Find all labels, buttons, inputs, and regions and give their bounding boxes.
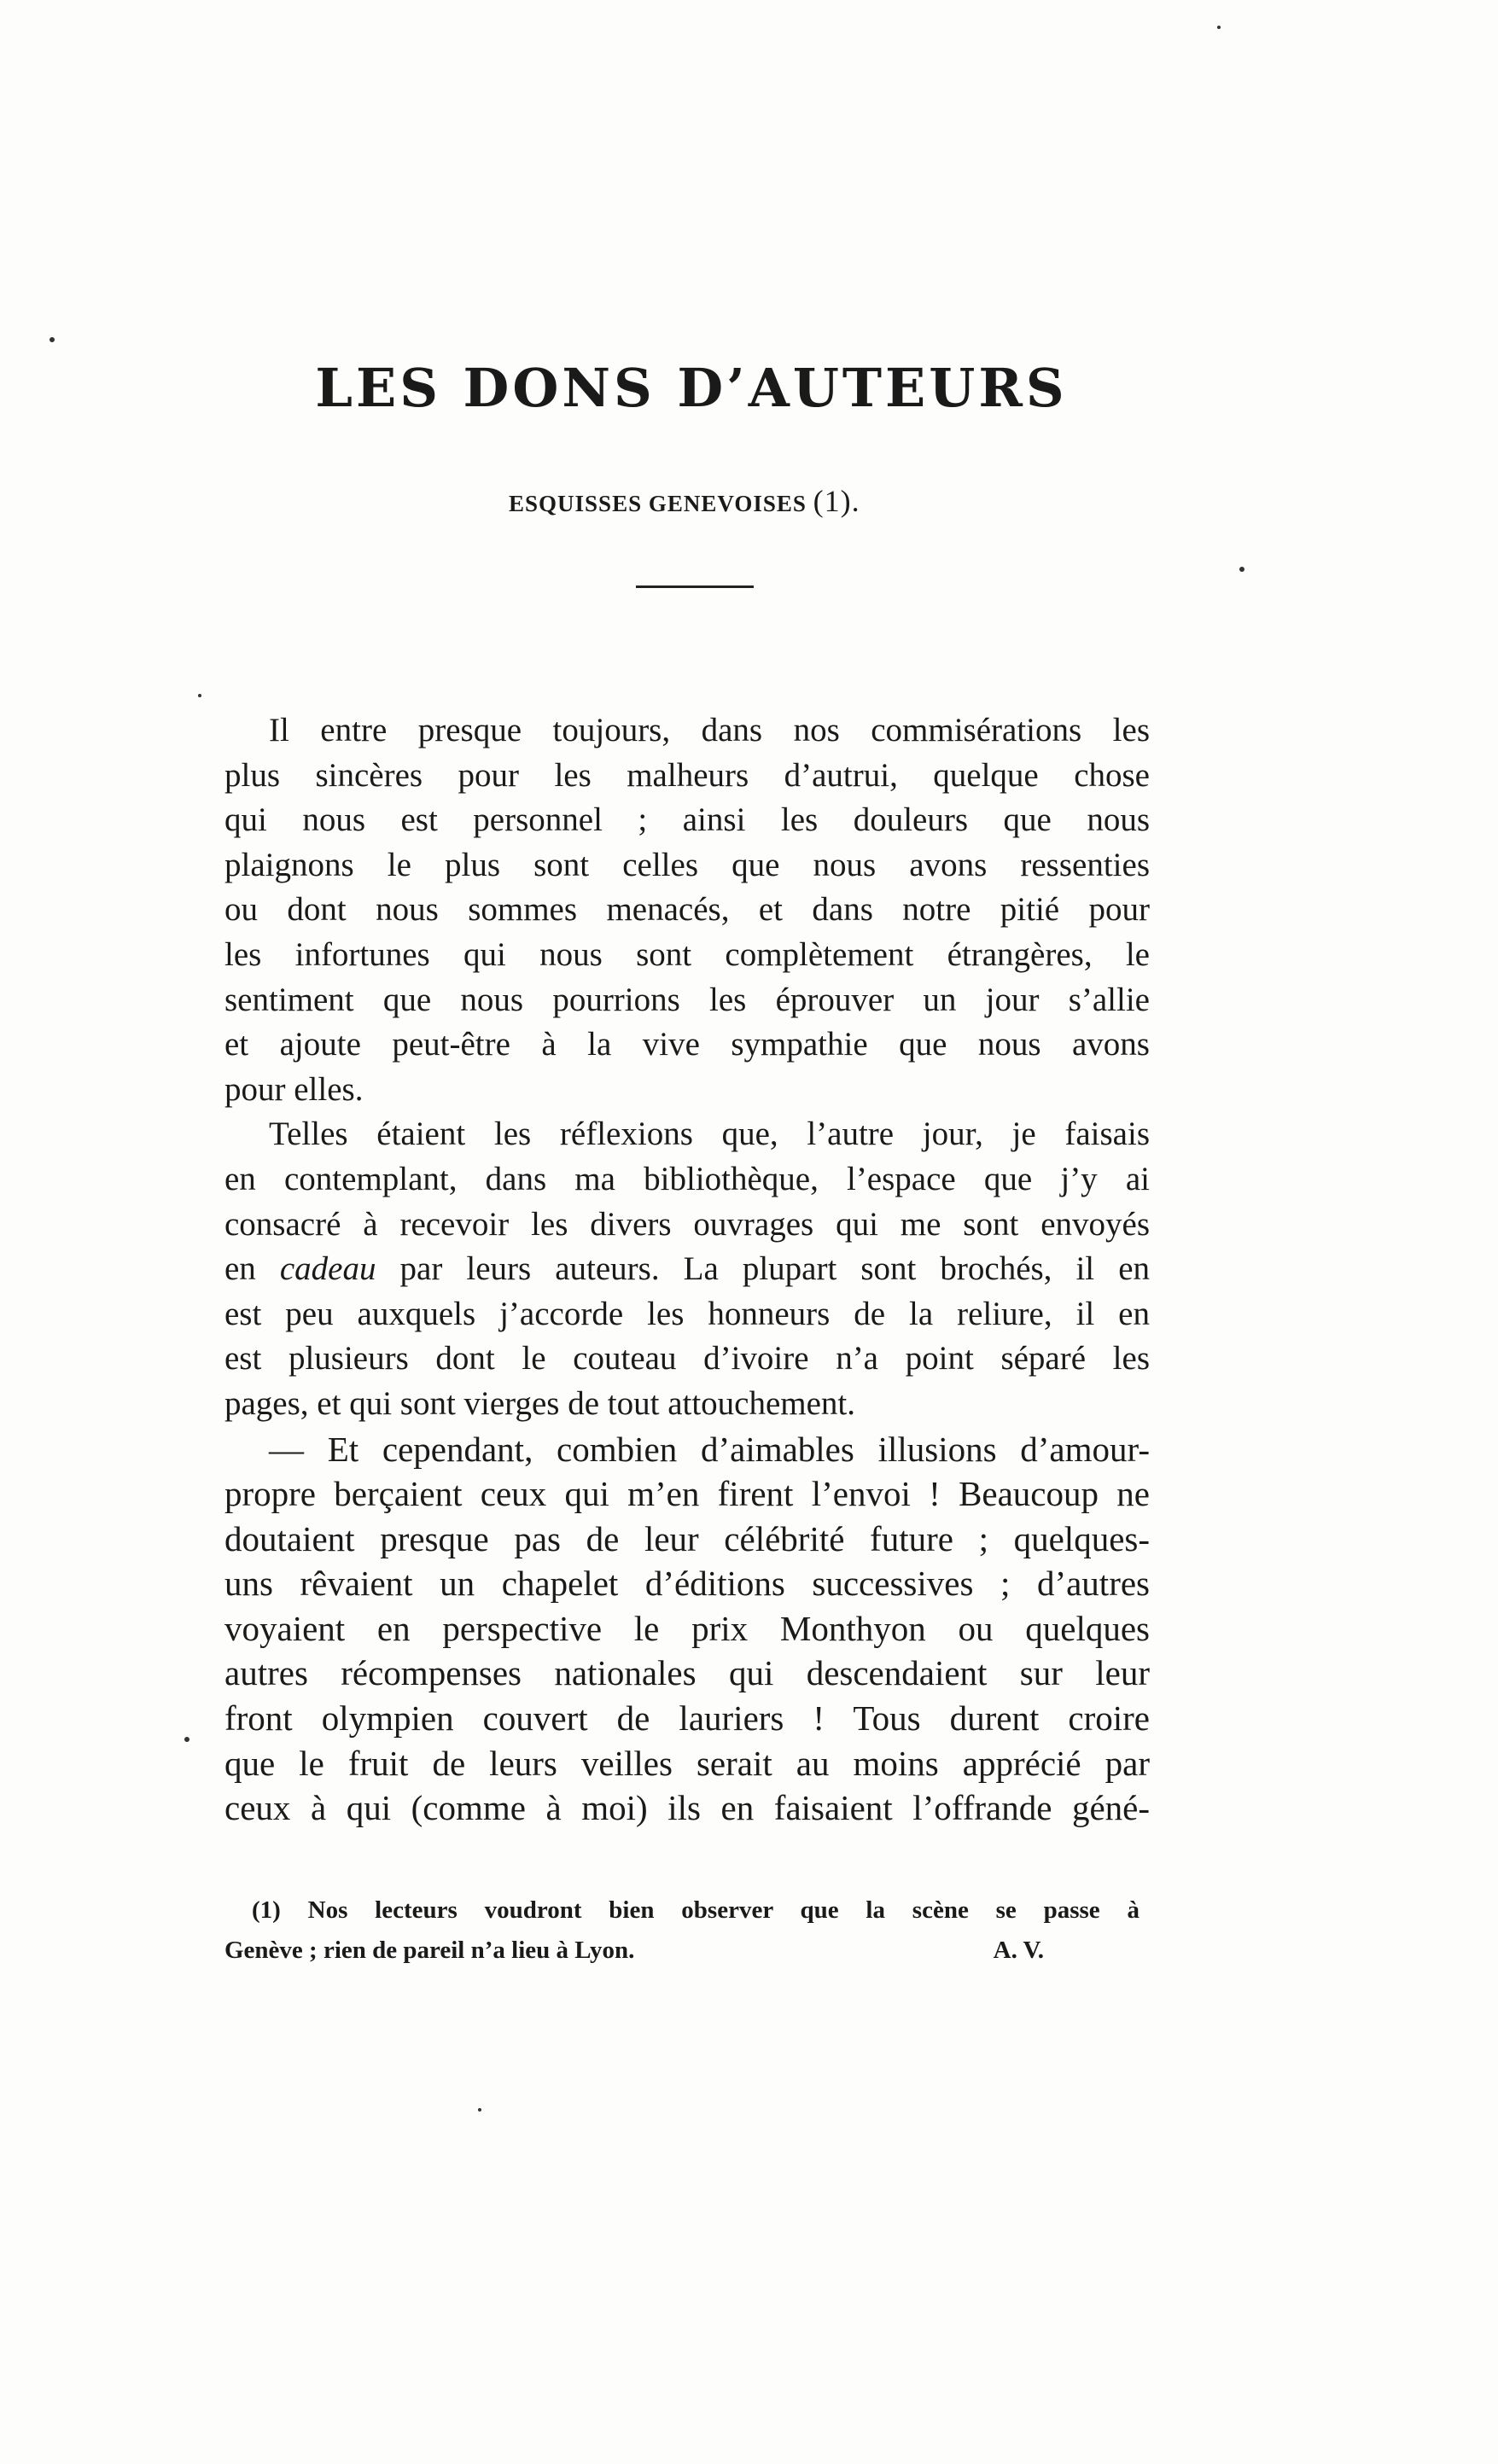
text-line: les infortunes qui nous sont complètement étrangères, le	[224, 935, 1150, 973]
text-line: front olympien couvert de lauriers ! Tous durent croire	[224, 1698, 1150, 1739]
text-fragment: par leurs auteurs. La plupart sont brochés, il en	[399, 1250, 1150, 1288]
text-line: sentiment que nous pourrions les éprouver un jour s’allie	[224, 981, 1150, 1018]
text-line: plaignons le plus sont celles que nous avons ressenties	[224, 846, 1150, 883]
title-rule	[636, 585, 754, 588]
scan-speck	[198, 694, 201, 697]
scan-speck	[1217, 26, 1221, 29]
text-fragment: en	[224, 1250, 256, 1288]
footnote-line: (1) Nos lecteurs voudront bien observer que la scène se passe à	[252, 1896, 1140, 1924]
text-line: — Et cependant, combien d’aimables illusions d’amour-	[269, 1429, 1150, 1469]
footnote-signature: A. V.	[993, 1937, 1044, 1964]
text-line: ceux à qui (comme à moi) ils en faisaient l’offrande géné-	[224, 1788, 1150, 1828]
scan-speck	[50, 337, 55, 342]
text-line: autres récompenses nationales qui descendaient sur leur	[224, 1653, 1150, 1693]
subtitle-text: ESQUISSES GENEVOISES	[509, 491, 807, 516]
text-line: ou dont nous sommes menacés, et dans notre pitié pour	[224, 891, 1150, 929]
text-line: en contemplant, dans ma bibliothèque, l’espace que j’y ai	[224, 1160, 1150, 1197]
text-line: que le fruit de leurs veilles serait au moins apprécié par	[224, 1743, 1150, 1783]
text-line: qui nous est personnel ; ainsi les douleurs que nous	[224, 801, 1150, 839]
text-line: pour elles.	[224, 1070, 364, 1108]
footnote	[224, 1890, 1140, 1971]
scan-speck	[1239, 567, 1244, 572]
text-line: plus sincères pour les malheurs d’autrui, quelque chose	[224, 756, 1150, 794]
text-line: Telles étaient les réflexions que, l’autre jour, je faisais	[269, 1115, 1150, 1153]
page-title: LES DONS D’AUTEURS	[315, 357, 1068, 419]
footnote-reference: (1).	[813, 484, 860, 518]
text-line: voyaient en perspective le prix Monthyon ou quelques	[224, 1608, 1150, 1648]
text-line: uns rêvaient un chapelet d’éditions successives ; d’autres	[224, 1564, 1150, 1604]
footnote-line	[224, 1931, 1044, 1971]
footnote-text: Genève ; rien de pareil n’a lieu à Lyon.	[224, 1937, 635, 1964]
subtitle	[509, 483, 860, 519]
italic-word: cadeau	[279, 1250, 376, 1288]
text-line: et ajoute peut-être à la vive sympathie que nous avons	[224, 1026, 1150, 1063]
text-line: consacré à recevoir les divers ouvrages qui me sont envoyés	[224, 1205, 1150, 1243]
text-line: est peu auxquels j’accorde les honneurs de la reliure, il en	[224, 1295, 1150, 1332]
body-text	[224, 708, 1150, 1831]
text-line: est plusieurs dont le couteau d’ivoire n’a point séparé les	[224, 1340, 1150, 1378]
text-line: doutaient presque pas de leur célébrité future ; quelques-	[224, 1518, 1150, 1558]
scan-speck	[184, 1737, 189, 1742]
scan-speck	[478, 2108, 481, 2112]
text-line: propre berçaient ceux qui m’en firent l’envoi ! Beaucoup ne	[224, 1474, 1150, 1514]
text-line: pages, et qui sont vierges de tout attouchement.	[224, 1384, 856, 1422]
text-line: Il entre presque toujours, dans nos commisérations les	[269, 712, 1150, 749]
text-line	[224, 1247, 1150, 1292]
